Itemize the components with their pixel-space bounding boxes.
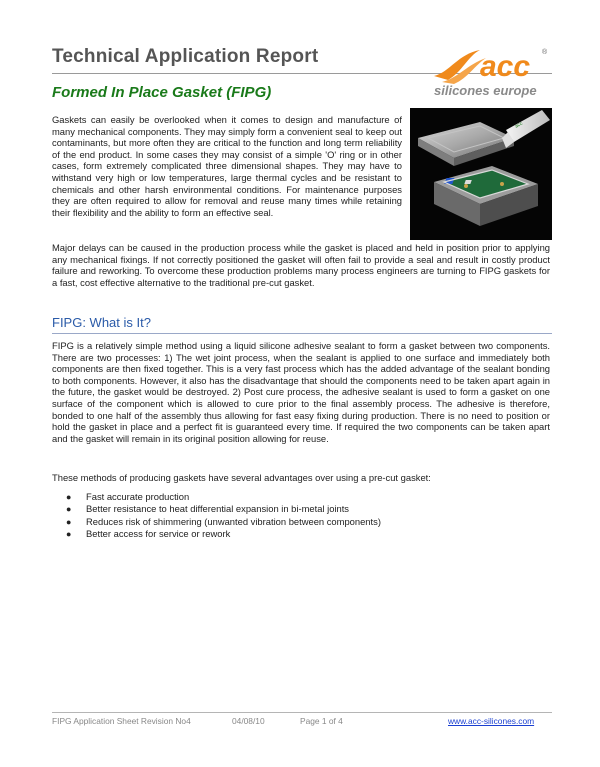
list-item bbox=[66, 503, 381, 515]
footer-document-name: FIPG Application Sheet Revision No4 bbox=[52, 716, 191, 726]
list-item-text: Better resistance to heat differential expansion in bi-metal joints bbox=[86, 503, 349, 515]
photo-illustration bbox=[410, 108, 552, 240]
bullet-icon: ● bbox=[66, 492, 72, 502]
list-item-text: Reduces risk of shimmering (unwanted vibration between components) bbox=[86, 515, 381, 527]
gasket-housing-photo bbox=[410, 108, 552, 240]
list-item bbox=[66, 528, 381, 540]
section-paragraph-1: FIPG is a relatively simple method using a liquid silicone adhesive sealant to form a gasket between two components. There are two processes: 1) The wet joint process, when the sealant is applied to one surface and immediately both components are then fixed together. This is a very fast process which has the added advantage of the sealant bonding to both components. However, it also has the disadvantage that should the components need to be taken apart again in the future, the gasket would be destroyed. 2) Post cure process, the adhesive sealant is used to form a gasket on one surface of the component which is allowed to cure prior to the final assembly process. The adhesive is therefore, bonded to one half of the assembly thus allowing for fast easy fixing during production. There is no need to position or hold the gasket in place and a perfect fit is guaranteed every time. If required the two components can be taken apart and the gasket will remain in its original position allowing for reuse. bbox=[52, 340, 550, 444]
list-item bbox=[66, 491, 381, 503]
footer-date: 04/08/10 bbox=[232, 716, 265, 726]
advantages-list bbox=[66, 491, 381, 541]
document-subtitle: Formed In Place Gasket (FIPG) bbox=[52, 84, 272, 101]
bullet-icon: ● bbox=[66, 504, 72, 515]
list-item-text: Fast accurate production bbox=[86, 491, 190, 502]
list-item bbox=[66, 516, 381, 528]
footer-page-number: Page 1 of 4 bbox=[300, 716, 343, 726]
bullet-icon: ● bbox=[66, 516, 72, 527]
section-heading: FIPG: What is It? bbox=[52, 315, 151, 330]
footer-divider bbox=[52, 712, 552, 713]
section-divider bbox=[52, 333, 552, 334]
registered-mark: ® bbox=[542, 49, 548, 56]
logo-tagline: silicones europe bbox=[434, 83, 537, 98]
intro-paragraph-2: Major delays can be caused in the production process while the gasket is placed and held in position prior to applying any mechanical fixings. If not correctly positioned the gasket will often fail to provide a seal and result in costly product failure and reworking. To overcome these production problems many process engineers are turning to FIPG gaskets for a fast, cost effective alternative to the traditional pre-cut gasket. bbox=[52, 242, 550, 288]
bullet-icon: ● bbox=[66, 529, 72, 540]
logo-brand-text: acc bbox=[480, 50, 531, 83]
footer-website-link[interactable]: www.acc-silicones.com bbox=[448, 716, 535, 726]
list-item-text: Better access for service or rework bbox=[86, 528, 231, 540]
svg-text:acc: acc bbox=[514, 120, 524, 130]
intro-paragraph-1: Gaskets can easily be overlooked when it comes to design and manufacture of many mechanical components. They may simply form a convenient seal to keep out contaminants, but more often they are critical to the function and long term reliability of the end product. In some cases they may consist of a simple 'O' ring or in other cases, form extremely complicated three dimensional shapes. They may have to withstand very high or low temperatures, large thermal cycles and be resistant to chemicals and other harsh environmental conditions. For maintenance purposes they are often required to allow for removal and reuse many times while retaining their flexibility and the ability to form an effective seal. bbox=[52, 114, 402, 218]
acc-logo bbox=[428, 42, 552, 100]
section-paragraph-2: These methods of producing gaskets have several advantages over using a pre-cut gasket: bbox=[52, 472, 431, 483]
report-title: Technical Application Report bbox=[52, 46, 319, 67]
acc-logo-graphic bbox=[428, 42, 552, 100]
